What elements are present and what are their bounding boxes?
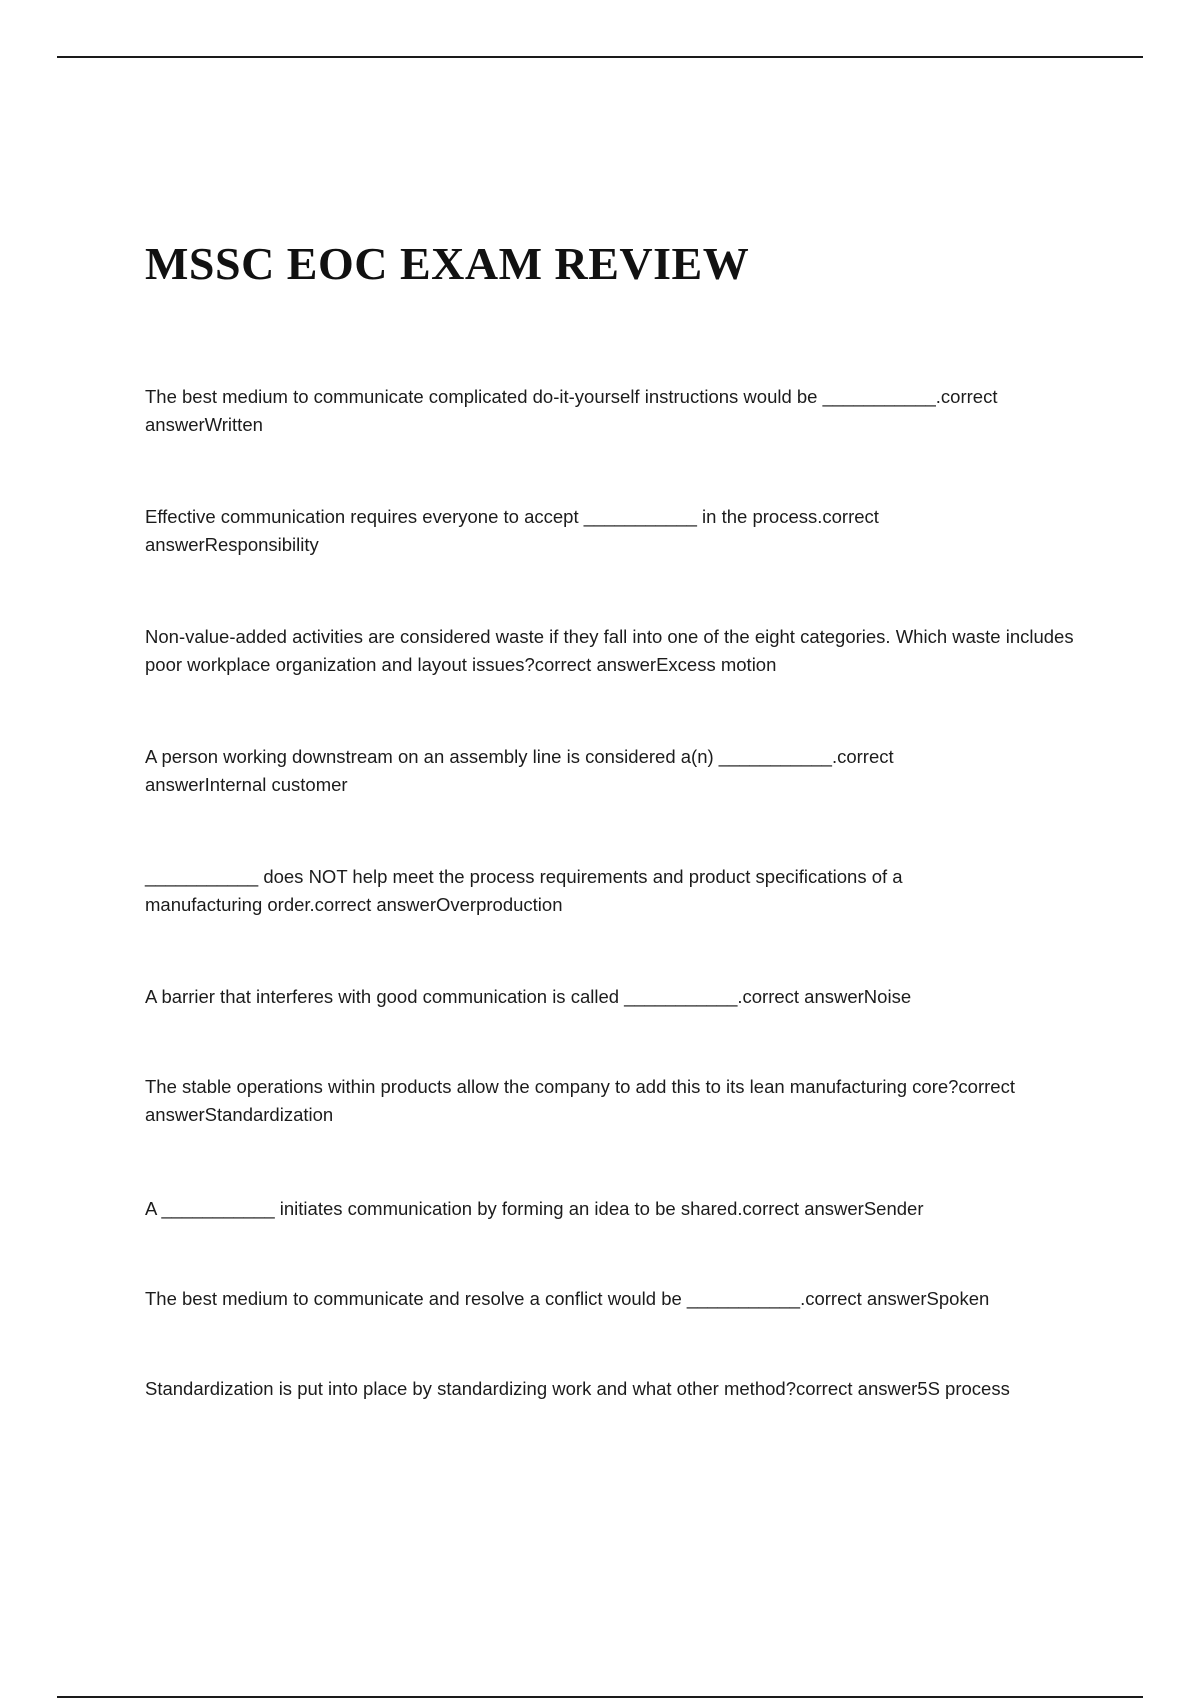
bottom-divider [57, 1696, 1143, 1698]
question-answer-item: The best medium to communicate and resolve a conflict would be ___________.correct answerSpoken [145, 1288, 990, 1309]
top-divider [57, 56, 1143, 58]
question-answer-item: A ___________ initiates communication by forming an idea to be shared.correct answerSender [145, 1198, 924, 1219]
question-answer-item: ___________ does NOT help meet the process requirements and product specifications of a manufacturing order.correct answerOverproduction [145, 866, 903, 915]
question-answer-item: Effective communication requires everyone to accept ___________ in the process.correct answerResponsibility [145, 506, 879, 555]
question-answer-item: Non-value-added activities are considered waste if they fall into one of the eight categories. Which waste includes poor workplace organization and layout issues?correct answerExcess motion [145, 626, 1074, 675]
question-answer-item: Standardization is put into place by standardizing work and what other method?correct answer5S process [145, 1378, 1010, 1399]
question-answer-item: A barrier that interferes with good communication is called ___________.correct answerNoise [145, 986, 912, 1007]
question-answer-item: A person working downstream on an assembly line is considered a(n) ___________.correct answerInternal customer [145, 746, 894, 795]
question-answer-item: The stable operations within products allow the company to add this to its lean manufacturing core?correct answerStandardization [145, 1076, 1015, 1125]
question-answer-item: The best medium to communicate complicated do-it-yourself instructions would be ___________.correct answerWritten [145, 386, 998, 435]
document-title: MSSC EOC EXAM REVIEW [145, 238, 750, 289]
